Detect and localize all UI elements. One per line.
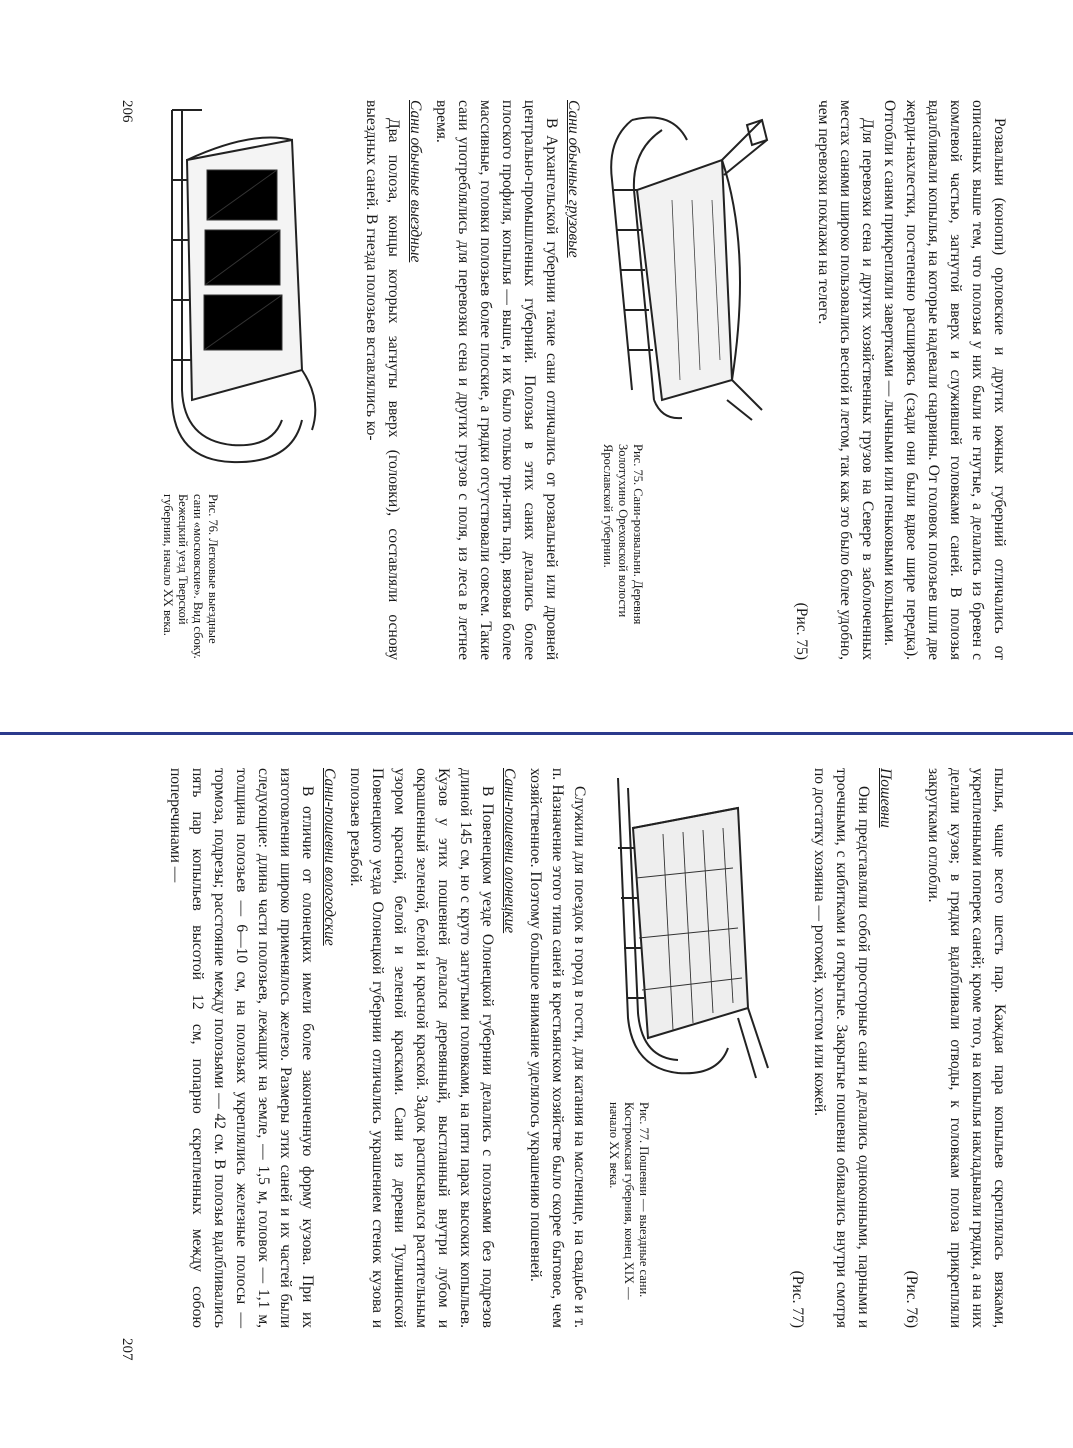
page-206-content bbox=[110, 100, 1010, 660]
paragraph: Для перевозки сена и других хозяйственных грузов на Севере в заболоченных местах санями широко пользовались весной и летом, так как это было более удобно, чем перевозки поклажи на телеге. bbox=[815, 100, 876, 660]
paragraph: В Архангельской губернии такие сани отличались от розвальней или дровней центрально-промышленных губерний. Полозья в этих санях делались более плоского профиля, копылья — выше, и их было только три-пять пар, вязовья более массивные, головки полозьев более плоские, а грядки отсутствовали совсем. Такие сани употреблялись для перевозки сена и других грузов с поля, из леса в летнее время. bbox=[433, 100, 560, 660]
figure-caption: Рис. 76. Легковые выездные сани «московские». Вид сбоку. Бежецкий уезд Тверской губернии, начало XX века. bbox=[161, 494, 220, 659]
paragraph: В отличие от олонецких имели более законченную форму кузова. При их изготовлении широко применялось железо. Размеры этих саней и их частей были следующие: длина части полозьев, лежащих на земле, — 1,5 м, головок — 1,1 м, толщина полозьев — 6—10 см, на полозьях укреплялись железные полосы — тормоза, подрезы; расстояние между полозьями — 42 см. В полозья вдалбливались пять пар копыльев высотой 12 см, попарно скрепленных между собою поперечинами — bbox=[167, 768, 316, 1328]
figure-reference: (Рис. 77) bbox=[789, 1270, 806, 1328]
section-heading: Сани-пошевни олонецкие bbox=[501, 768, 518, 934]
section-heading: Сани обычные грузовые bbox=[565, 100, 582, 258]
page-number: 206 bbox=[119, 100, 135, 123]
paragraph: пылья, чаще всего шесть пар. Каждая пара копыльев скреплялась вязками, укрепленными поперек саней; кроме того, на копылья накладывали грядки, а на них делали кузов; в грядки вдалбливали отводы, к головкам полоза прикрепляли закругками оглобли. bbox=[925, 768, 1008, 1328]
figure-caption: Рис. 75. Сани-розвальни. Деревня Золотухино Ореховской волости Ярославской губернии. bbox=[601, 444, 645, 625]
figure-reference: (Рис. 75) bbox=[793, 602, 810, 660]
figure-77 bbox=[598, 768, 778, 1328]
paragraph: Служили для поездок в город в гости, для катания на масленице, на свадьбе и т. п. Назначение этого типа саней в крестьянском хозяйстве было скорее бытовое, чем хозяйственное. Поэтому большое внимание уделялось украшению пошевней. bbox=[527, 768, 588, 1328]
page-divider bbox=[0, 728, 1073, 738]
figure-caption: Рис. 77. Пошевни — выездные сани. Костромская губерния, конец XIX — начало XX века. bbox=[607, 1102, 651, 1300]
paragraph: Розвальни (конопи) орловские и других южных губерний отличались от описанных выше тем, что полозья у них были не гнутые, а делались из бревен с комлевой частью, загнутой вверх и служившей головками саней. В полозья вдалбливали копылья, на которые надевали снарвины. От головок полозьев шли две жерди-нахлестки, постепенно расширяясь (сзади они были вдвое шире передка). Отгобли к саням прикрепляли завертками — лычными или пеньковыми кольцами. bbox=[881, 100, 1008, 660]
section-heading: Сани обычные выездные bbox=[407, 100, 424, 263]
paragraph: В Повенецком уезде Олонецкой губернии делались с полозьями без подрезов длиной 145 см, но с круто загнутыми головками, на пяти парах высоких копыльев. Кузов у этих пошевней делался деревянный, выстланный внутри лубом и окрашенный зеленой, белой и красной краской. Задок расписывался растительным узором красной, белой и зеленой красками. Сани из деревни Тульчинской Повенецкого уезда Олонецкой губернии отличались украшением стенок кузова и полозьев резьбой. bbox=[347, 768, 496, 1328]
sleigh-drawing-77 bbox=[598, 768, 778, 1088]
page-207 bbox=[0, 738, 1073, 1448]
sleigh-drawing-76 bbox=[152, 100, 352, 480]
page-number: 207 bbox=[119, 1338, 135, 1361]
divider-line bbox=[0, 732, 1073, 735]
figure-reference: (Рис. 76) bbox=[903, 1270, 920, 1328]
sleigh-drawing-75 bbox=[592, 100, 782, 430]
page-207-content bbox=[120, 768, 1010, 1328]
figure-75 bbox=[592, 100, 782, 660]
figure-76 bbox=[152, 100, 352, 660]
section-heading: Пошевни bbox=[877, 768, 894, 828]
paragraph: Два полоза, концы которых загнуты вверх (головки), составляли основу выездных саней. В гнезда полозьев вставлялись ко- bbox=[363, 100, 402, 660]
paragraph: Они представляли собой просторные сани и делались одноконными, парными и троечными, с кибитками и открытые. Закрытые пошевни обивались внутри смотря по достатку хозяина — рогожей, холстом или кожей. bbox=[811, 768, 872, 1328]
section-heading: Сани-пошевни вологодские bbox=[321, 768, 338, 946]
